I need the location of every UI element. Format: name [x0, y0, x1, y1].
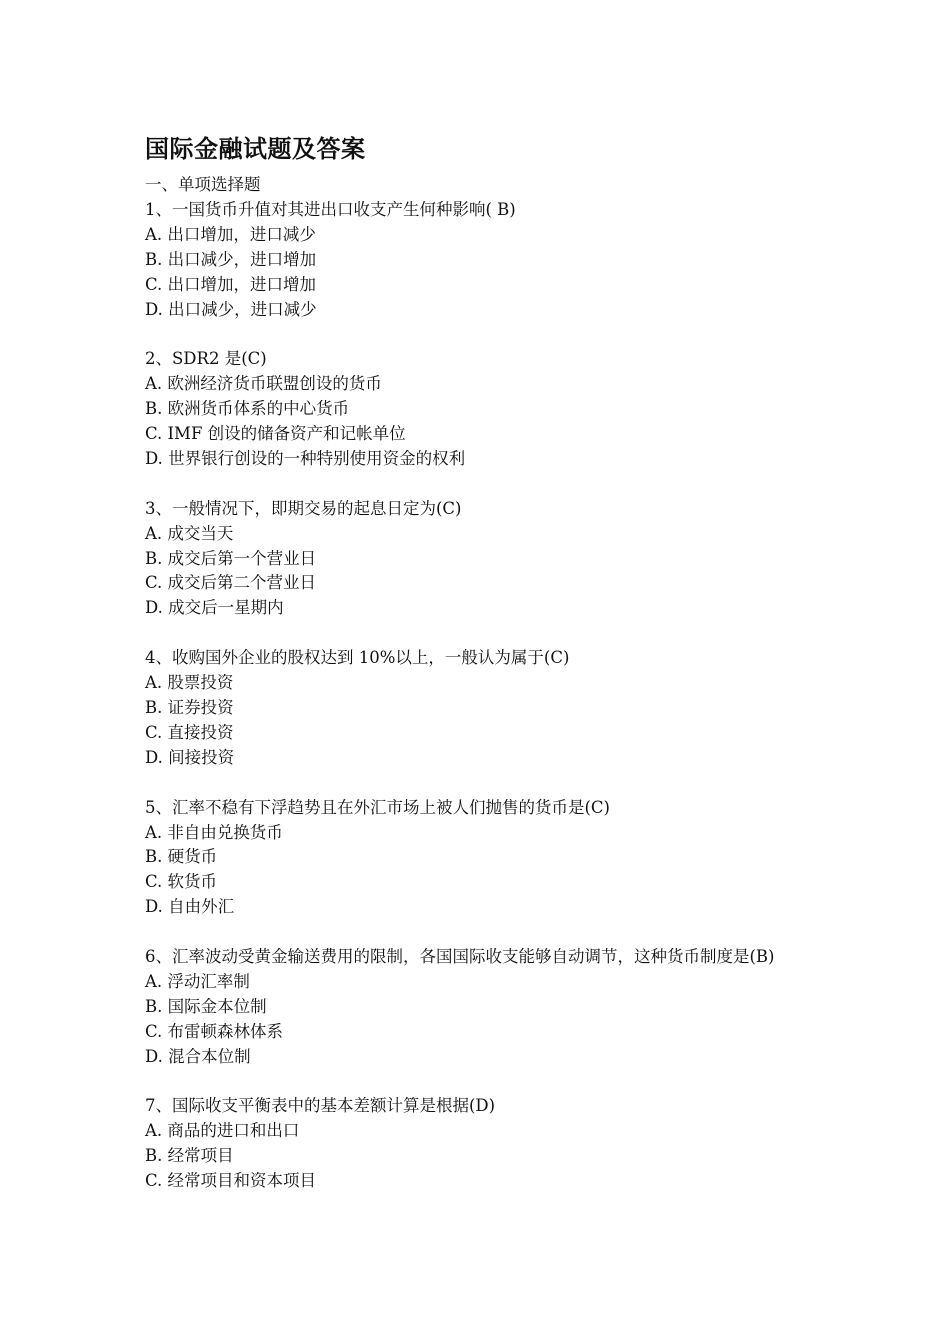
- question-1: [145, 198, 825, 323]
- question-stem: 5、汇率不稳有下浮趋势且在外汇市场上被人们抛售的货币是(C): [145, 797, 610, 817]
- option-a: A. 欧洲经济货币联盟创设的货币: [145, 374, 382, 394]
- option-d: D. 出口减少，进口减少: [145, 299, 317, 319]
- question-stem: 7、国际收支平衡表中的基本差额计算是根据(D): [145, 1096, 496, 1116]
- option-a: A. 浮动汇率制: [145, 971, 250, 991]
- question-7: [145, 1094, 825, 1194]
- document-body: [145, 173, 825, 1194]
- question-2: [145, 347, 825, 472]
- option-a: A. 商品的进口和出口: [145, 1121, 300, 1141]
- option-a: A. 出口增加，进口减少: [145, 224, 316, 244]
- option-d: D. 自由外汇: [145, 897, 235, 917]
- document-title: 国际金融试题及答案: [145, 135, 366, 163]
- option-a: A. 非自由兑换货币: [145, 822, 283, 842]
- option-d: D. 混合本位制: [145, 1046, 251, 1066]
- option-c: C. 成交后第二个营业日: [145, 573, 317, 593]
- option-b: B. 硬货币: [145, 847, 218, 867]
- option-b: B. 国际金本位制: [145, 996, 267, 1016]
- option-b: B. 欧洲货币体系的中心货币: [145, 399, 350, 419]
- question-5: [145, 796, 825, 921]
- option-d: D. 世界银行创设的一种特别使用资金的权利: [145, 448, 466, 468]
- option-a: A. 成交当天: [145, 523, 234, 543]
- document-page: [145, 133, 825, 1219]
- option-a: A. 股票投资: [145, 673, 234, 693]
- option-b: B. 证券投资: [145, 697, 234, 717]
- question-3: [145, 497, 825, 622]
- option-b: B. 成交后第一个营业日: [145, 548, 317, 568]
- option-c: C. 直接投资: [145, 722, 234, 742]
- question-stem: 4、收购国外企业的股权达到 10%以上，一般认为属于(C): [145, 648, 570, 668]
- option-c: C. 出口增加，进口增加: [145, 274, 317, 294]
- option-c: C. 经常项目和资本项目: [145, 1171, 317, 1191]
- question-6: [145, 945, 825, 1070]
- option-c: C. 软货币: [145, 872, 218, 892]
- question-stem: 1、一国货币升值对其进出口收支产生何种影响( B): [145, 199, 516, 219]
- option-c: C. 布雷顿森林体系: [145, 1021, 284, 1041]
- option-d: D. 成交后一星期内: [145, 598, 284, 618]
- question-stem: 3、一般情况下，即期交易的起息日定为(C): [145, 498, 462, 518]
- section-heading: 一、单项选择题: [145, 175, 261, 194]
- question-stem: 6、汇率波动受黄金输送费用的限制，各国国际收支能够自动调节，这种货币制度是(B): [145, 947, 775, 967]
- question-stem: 2、SDR2 是(C): [145, 349, 267, 369]
- option-d: D. 间接投资: [145, 747, 235, 767]
- option-b: B. 经常项目: [145, 1146, 234, 1166]
- question-4: [145, 646, 825, 771]
- option-b: B. 出口减少，进口增加: [145, 249, 317, 269]
- option-c: C. IMF 创设的储备资产和记帐单位: [145, 424, 406, 444]
